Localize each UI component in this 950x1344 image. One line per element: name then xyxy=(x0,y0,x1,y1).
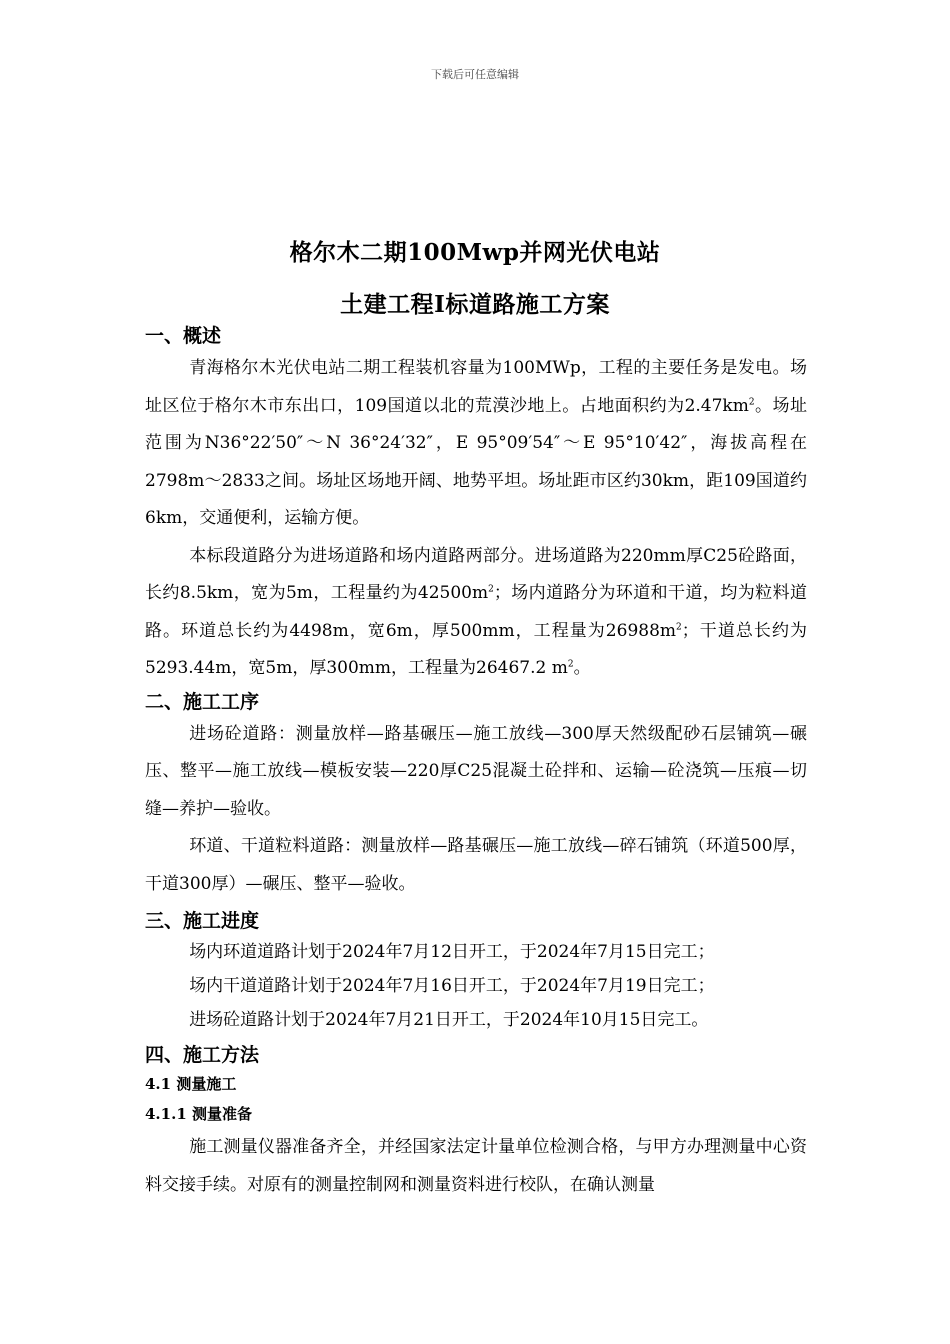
section-1-heading: 一、概述 xyxy=(145,325,222,347)
schedule-item: 进场砼道路计划于2024年7月21日开工，于2024年10月15日完工。 xyxy=(189,1010,709,1030)
document-title-line-1: 格尔木二期100Mwp并网光伏电站 xyxy=(289,239,661,266)
schedule-item: 场内干道道路计划于2024年7月16日开工，于2024年7月19日完工； xyxy=(189,976,715,996)
section-2-paragraph-1: 进场砼道路：测量放样—路基碾压—施工放线—300厚天然级配砂石层铺筑—碾压、整平—施工放线—模板安装—220厚C25混凝土砼拌和、运输—砼浇筑—压痕—切缝—养护—验收。 xyxy=(145,723,807,819)
document-body xyxy=(145,322,807,1204)
schedule-item: 场内环道道路计划于2024年7月12日开工，于2024年7月15日完工； xyxy=(189,942,715,962)
section-4-paragraph-1: 施工测量仪器准备齐全，并经国家法定计量单位检测合格，与甲方办理测量中心资料交接手续。对原有的测量控制网和测量资料进行校队，在确认测量 xyxy=(145,1137,807,1195)
section-4-heading: 四、施工方法 xyxy=(145,1044,260,1066)
section-3-heading: 三、施工进度 xyxy=(145,910,260,932)
section-2-paragraph-2: 环道、干道粒料道路：测量放样—路基碾压—施工放线—碎石铺筑（环道500厚，干道300厚）—碾压、整平—验收。 xyxy=(145,836,807,894)
document-title-line-2: 土建工程Ⅰ标道路施工方案 xyxy=(340,291,610,318)
page-header-note: 下载后可任意编辑 xyxy=(431,68,519,81)
subsection-4-1-heading: 4.1 测量施工 xyxy=(145,1075,237,1093)
section-1-paragraph-2: 本标段道路分为进场道路和场内道路两部分。进场道路为220mm厚C25砼路面，长约8.5km，宽为5m，工程量约为$42500m^2$；场内道路分为环道和干道，均为粒料道路。环道总长约为4498m，宽6m，厚500mm，工程量为$26988m^2$；干道总长约为5293.44m，宽5m，厚300mm，工程量为26467.2 $m^2$。 xyxy=(145,545,808,678)
subsection-4-1-1-heading: 4.1.1 测量准备 xyxy=(145,1105,252,1123)
section-1-paragraph-1: 青海格尔木光伏电站二期工程装机容量为100MWp，工程的主要任务是发电。场址区位于格尔木市东出口，109国道以北的荒漠沙地上。占地面积约为$2.47km^2$。场址范围为N36°22′50″～N 36°24′32″，E 95°09′54″～E 95°10′42″，海拔高程在2798m～2833之间。场址区场地开阔、地势平坦。场址距市区约30km，距109国道约6km，交通便利，运输方便。 xyxy=(145,358,807,528)
section-2-heading: 二、施工工序 xyxy=(145,690,260,713)
